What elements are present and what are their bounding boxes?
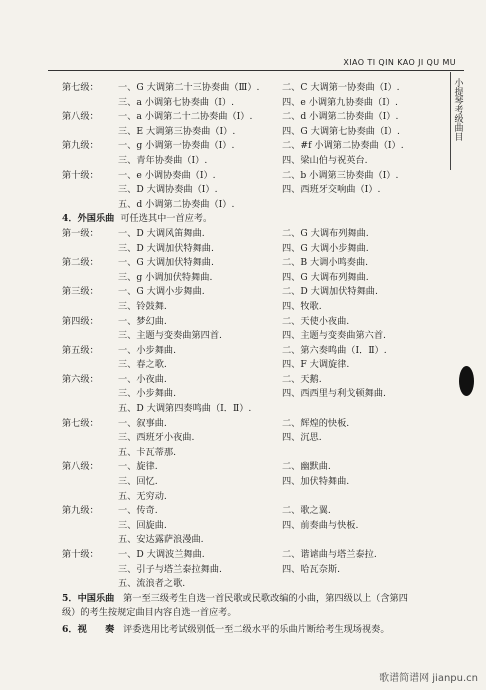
piece-right: 四、加伏特舞曲.: [282, 476, 350, 488]
piece-left: 五、卡瓦蒂那.: [118, 446, 177, 458]
list-item: [62, 373, 442, 388]
piece-left: 一、叙事曲.: [118, 417, 167, 429]
list-item: [62, 519, 442, 534]
level-label: 第二级：: [62, 257, 99, 269]
level-label: 第六级：: [62, 373, 99, 385]
piece-left: 一、G 大调第二十三协奏曲（Ⅲ）.: [118, 82, 260, 93]
piece-left: 三、a 小调第七协奏曲（Ⅰ）.: [118, 96, 235, 108]
piece-left: 三、铃鼓舞.: [118, 300, 167, 312]
list-item: [62, 504, 442, 519]
section-5-line2: 级）的考生按规定曲目内容自选一首应考。: [62, 607, 237, 619]
level-label: 第七级：: [62, 82, 99, 93]
piece-right: 二、辉煌的快板.: [282, 417, 350, 429]
piece-right: 二、B 大调小鸣奏曲.: [282, 257, 369, 269]
piece-right: 二、天鹅.: [282, 373, 322, 385]
list-item: [62, 110, 442, 125]
piece-left: 三、回忆.: [118, 476, 158, 488]
list-item: [62, 256, 442, 271]
list-item: [62, 475, 442, 490]
list-item: [62, 533, 442, 548]
header-pinyin: XIAO TI QIN KAO JI QU MU: [343, 58, 456, 67]
piece-left: 五、无穷动.: [118, 490, 167, 502]
list-item: [62, 402, 442, 417]
list-item: [62, 460, 442, 475]
piece-right: 二、d 小调第二协奏曲（Ⅰ）.: [282, 111, 399, 123]
piece-right: 四、e 小调第九协奏曲（Ⅰ）.: [282, 96, 398, 108]
level-label: 第一级：: [62, 227, 99, 239]
list-item: [62, 315, 442, 330]
piece-left: 一、小夜曲.: [118, 373, 167, 385]
list-item: [62, 271, 442, 286]
piece-right: 四、G 大调布列舞曲.: [282, 271, 369, 283]
level-label: 第五级：: [62, 344, 99, 356]
list-item: [62, 431, 442, 446]
piece-right: 二、幽默曲.: [282, 461, 331, 473]
piece-left: 五、d 小调第二协奏曲（Ⅰ）.: [118, 198, 235, 210]
piece-left: 一、梦幻曲.: [118, 315, 167, 327]
piece-right: 二、歌之翼.: [282, 505, 331, 517]
section-5-title: 5．中国乐曲: [62, 592, 115, 604]
piece-left: 一、小步舞曲.: [118, 344, 177, 356]
section-5-line1: 第一至三级考生自选一首民歌或民歌改编的小曲，第四级以上（含第四: [123, 592, 408, 604]
piece-right: 二、天使小夜曲.: [282, 315, 350, 327]
level-label: 第三级：: [62, 286, 99, 298]
piece-left: 三、E 大调第三协奏曲（Ⅰ）.: [118, 125, 236, 137]
level-label: 第八级：: [62, 461, 99, 473]
level-label: 第八级：: [62, 111, 99, 123]
list-item: [62, 125, 442, 140]
foreign-piece-list: [62, 227, 442, 592]
header-rule: [48, 70, 464, 71]
piece-left: 一、e 小调协奏曲（Ⅰ）.: [118, 169, 216, 181]
piece-left: 五、安达露萨浪漫曲.: [118, 534, 204, 546]
piece-right: 四、G 大调小步舞曲.: [282, 242, 369, 254]
piece-right: 四、前奏曲与快板.: [282, 519, 359, 531]
piece-left: 三、D 大调加伏特舞曲.: [118, 242, 214, 254]
piece-right: 四、牧歌.: [282, 300, 322, 312]
list-item: [62, 358, 442, 373]
page-content: [62, 81, 442, 638]
piece-left: 一、D 大调波兰舞曲.: [118, 549, 205, 560]
list-item: [62, 183, 442, 198]
list-item: [62, 139, 442, 154]
piece-left: 一、D 大调风笛舞曲.: [118, 227, 205, 239]
piece-left: 一、a 小调第二十二协奏曲（Ⅰ）.: [118, 111, 253, 123]
piece-right: 二、#f 小调第二协奏曲（Ⅰ）.: [282, 140, 404, 152]
piece-left: 五、流浪者之歌.: [118, 578, 186, 590]
list-item: [62, 96, 442, 111]
piece-left: 三、西班牙小夜曲.: [118, 432, 195, 444]
piece-left: 三、D 大调协奏曲（Ⅰ）.: [118, 184, 218, 196]
list-item: [62, 387, 442, 402]
side-tab-title: 小提琴考级曲目: [450, 72, 464, 170]
list-item: [62, 198, 442, 213]
section-4-heading: [62, 212, 442, 227]
piece-right: 二、D 大调加伏特舞曲.: [282, 286, 378, 298]
piece-right: 四、G 大调第七协奏曲（Ⅰ）.: [282, 125, 400, 137]
piece-left: 三、回旋曲.: [118, 519, 167, 531]
piece-left: 三、青年协奏曲（Ⅰ）.: [118, 154, 208, 166]
level-label: 第四级：: [62, 315, 99, 327]
section-6-text: 评委选用比考试级别低一至二级水平的乐曲片断给考生现场视奏。: [123, 623, 390, 635]
list-item: [62, 154, 442, 169]
piece-right: 四、西西里与利戈顿舞曲.: [282, 388, 386, 400]
list-item: [62, 344, 442, 359]
piece-left: 三、g 小调加伏特舞曲.: [118, 271, 213, 283]
list-item: [62, 548, 442, 563]
section-6-title: 6．视 奏: [62, 623, 115, 635]
level-label: 第九级：: [62, 505, 99, 517]
list-item: [62, 329, 442, 344]
section-6-paragraph: [62, 623, 442, 638]
list-item: [62, 577, 442, 592]
piece-left: 三、主题与变奏曲第四首.: [118, 330, 222, 342]
list-item: [62, 81, 442, 96]
piece-left: 一、传奇.: [118, 505, 158, 517]
piece-left: 五、D 大调第四奏鸣曲（Ⅰ．Ⅱ）.: [118, 403, 252, 415]
site-watermark: 歌谱简谱网 jianpu.cn: [379, 673, 478, 684]
piece-right: 二、G 大调布列舞曲.: [282, 227, 369, 239]
piece-right: 四、主题与变奏曲第六首.: [282, 330, 386, 342]
piece-right: 二、第六奏鸣曲（Ⅰ．Ⅱ）.: [282, 344, 387, 356]
list-item: [62, 242, 442, 257]
piece-left: 一、G 大调小步舞曲.: [118, 286, 205, 298]
piece-left: 三、引子与塔兰泰拉舞曲.: [118, 563, 222, 575]
piece-left: 三、春之歌.: [118, 359, 167, 371]
list-item: [62, 169, 442, 184]
piece-right: 四、西班牙交响曲（Ⅰ）.: [282, 184, 381, 196]
list-item: [62, 300, 442, 315]
piece-left: 一、g 小调第一协奏曲（Ⅰ）.: [118, 140, 235, 152]
piece-right: 四、梁山伯与祝英台.: [282, 154, 368, 166]
level-label: 第七级：: [62, 417, 99, 429]
level-label: 第十级：: [62, 169, 99, 181]
list-item: [62, 285, 442, 300]
piece-right: 四、哈瓦奈斯.: [282, 563, 341, 575]
piece-right: 二、C 大调第一协奏曲（Ⅰ）.: [282, 82, 400, 93]
piece-left: 一、旋律.: [118, 461, 158, 473]
piece-right: 四、F 大调旋律.: [282, 359, 350, 371]
list-item: [62, 446, 442, 461]
section-4-title: 4．外国乐曲: [62, 213, 115, 225]
list-item: [62, 490, 442, 505]
level-label: 第十级：: [62, 549, 99, 560]
list-item: [62, 417, 442, 432]
section-4-note: 可任选其中一首应考。: [120, 213, 213, 225]
list-item: [62, 563, 442, 578]
level-label: 第九级：: [62, 140, 99, 152]
section-5-paragraph: [62, 592, 442, 621]
side-thumb-marker: [459, 366, 474, 396]
piece-left: 一、G 大调加伏特舞曲.: [118, 257, 214, 269]
piece-right: 二、b 小调第三协奏曲（Ⅰ）.: [282, 169, 399, 181]
chinese-concerto-list: [62, 81, 442, 212]
piece-left: 三、小步舞曲.: [118, 388, 177, 400]
piece-right: 四、沉思.: [282, 432, 322, 444]
piece-right: 二、谐谑曲与塔兰泰拉.: [282, 549, 377, 560]
list-item: [62, 227, 442, 242]
